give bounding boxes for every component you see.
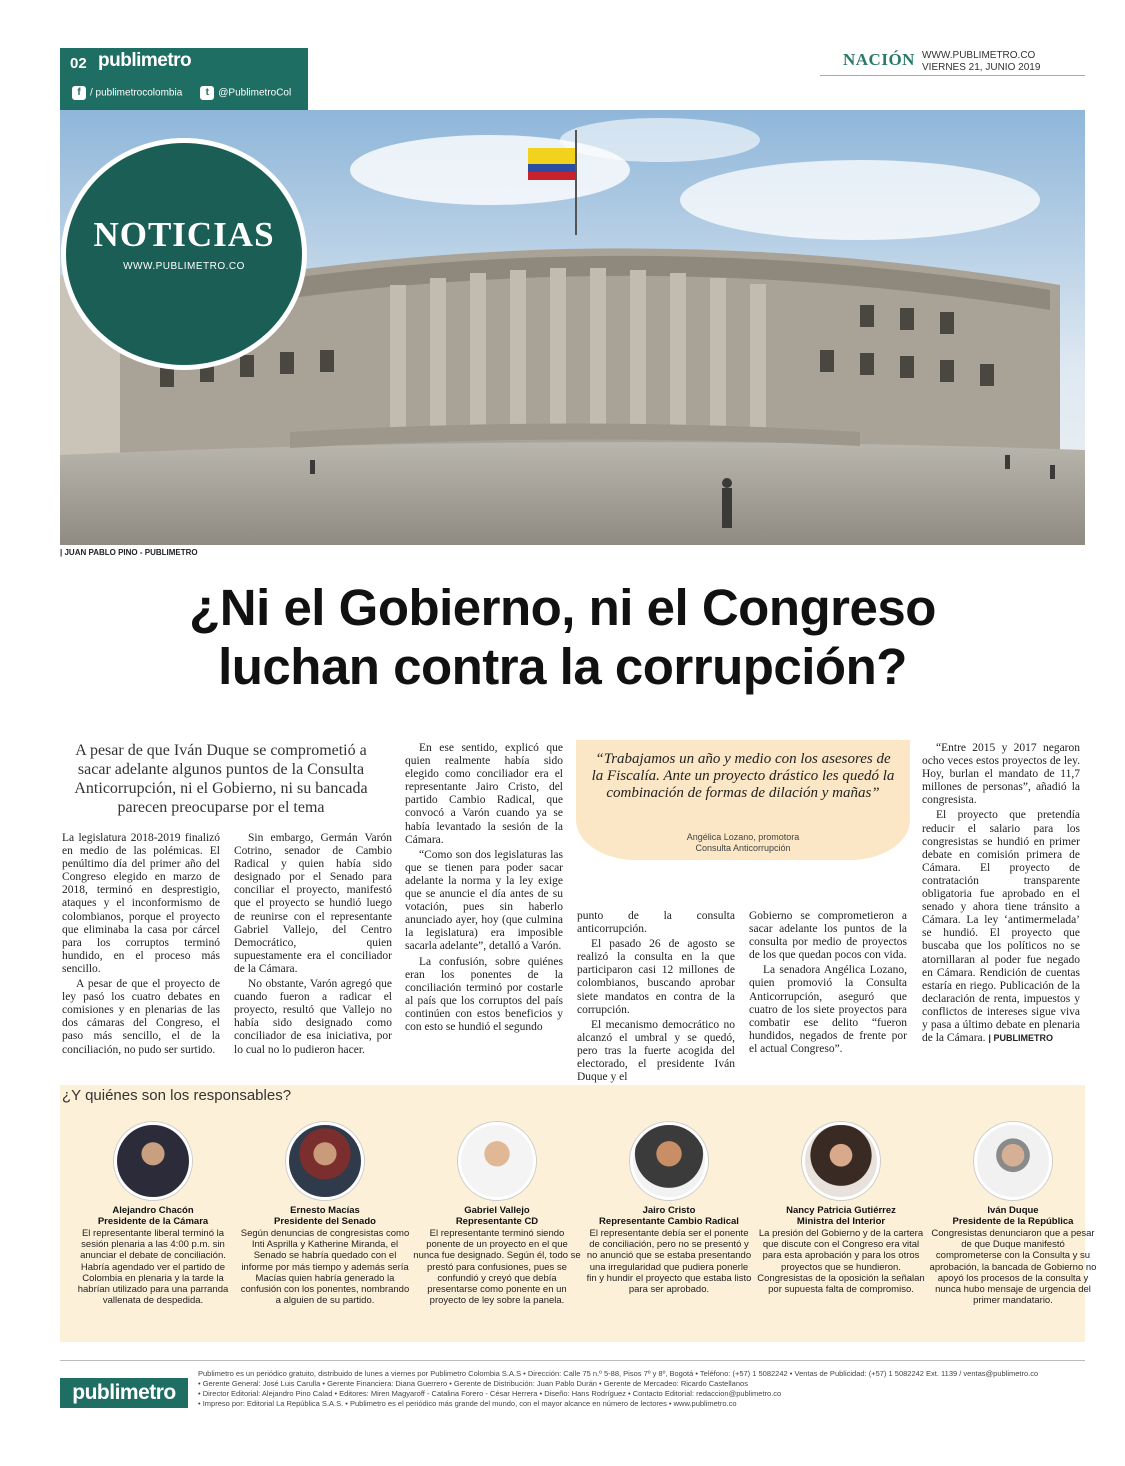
paragraph: En ese sentido, explicó que quien realmente había sido elegido como conciliador era el representante Jairo Cristo, del partido Cambio Radical, que convocó a Varón cuando ya se había levantado la sesión de la Cámara. xyxy=(405,742,563,846)
person-card xyxy=(584,1122,754,1295)
person-card xyxy=(412,1122,582,1306)
paragraph: La confusión, sobre quiénes eran los ponentes de la conciliación terminó por costarle al país que los corruptos del país continúen con estos beneficios y con esto se hundió el segundo xyxy=(405,955,563,1033)
noticias-badge xyxy=(61,138,307,370)
issue-date: VIERNES 21, JUNIO 2019 xyxy=(922,62,1041,73)
headline xyxy=(60,578,1065,696)
section-name: NACIÓN xyxy=(843,50,915,69)
site-date xyxy=(922,50,1040,74)
header-rule xyxy=(820,75,1085,76)
paragraph: Sin embargo, Germán Varón Cotrino, senador de Cambio Radical y quien había sido designado por el Senado para conciliar el proyecto, manifestó que el proyecto se hundió luego de reunirse con el representante Gabriel Vallejo, del Centro Democrático, quien supuestamente era el conciliador de la Cámara. xyxy=(234,832,392,975)
person-card xyxy=(756,1122,926,1295)
paragraph: La legislatura 2018-2019 finalizó en medio de las polémicas. El penúltimo día del primer año del Congreso elegido en marzo de 2018, terminó en desprestigio, ataques y el inconformismo de colombianos, porque el proyecto que eliminaba la casa por cárcel para los corruptos terminó hundido, en el proceso más sencillo. xyxy=(62,832,220,975)
paragraph: punto de la consulta anticorrupción. xyxy=(577,910,735,936)
person-card xyxy=(928,1122,1098,1306)
paragraph: La senadora Angélica Lozano, quien promovió la Consulta Anticorrupción, aseguró que cuatro de los siete proyectos para combatir ese delito “fueron hundidos, negados de frente por el actual Congreso”. xyxy=(749,964,907,1055)
paragraph: No obstante, Varón agregó que cuando fueron a radicar el proyecto, resultó que Vallejo no había sido designado como conciliador de esa iniciativa, por lo cual no lo pudieron hacer. xyxy=(234,978,392,1056)
avatar xyxy=(286,1122,364,1200)
social-links xyxy=(72,86,291,100)
footer-rule xyxy=(60,1360,1085,1361)
brand-logo: publimetro xyxy=(98,50,192,71)
quote-attribution: Angélica Lozano, promotora Consulta Anticorrupción xyxy=(686,832,800,853)
person-description: La presión del Gobierno y de la cartera que discute con el Congreso era vital para esta aprobación y para los otros proyectos que se hundieron. Congresistas de la oposición la señalan por supuesta falta de compromiso. xyxy=(757,1228,925,1296)
person-description: El representante terminó siendo ponente de un proyecto en el que nunca fue designado. Según él, todo se prestó para confusiones, pues se confundió y creyó que debía presentarse como ponente en un proyecto de ley sobre la panela. xyxy=(413,1228,581,1307)
avatar xyxy=(974,1122,1052,1200)
site-url[interactable]: WWW.PUBLIMETRO.CO xyxy=(922,50,1036,61)
page-number: 02 xyxy=(70,55,87,72)
headline-line-2: luchan contra la corrupción? xyxy=(218,638,907,695)
article-column-3 xyxy=(405,742,563,1034)
person-role: Presidente de la República xyxy=(952,1216,1074,1227)
twitter-link[interactable]: t @PublimetroCol xyxy=(200,86,291,100)
person-name: Jairo Cristo xyxy=(642,1205,696,1216)
avatar xyxy=(458,1122,536,1200)
person-description: El representante debía ser el ponente de conciliación, pero no se presentó y no anunció que se estaba presentando una irregularidad que pudiera ponerle fin y hundir el proyecto que estaba listo para ser aprobado. xyxy=(586,1228,752,1296)
pull-quote: “Trabajamos un año y medio con los asesores de la Fiscalía. Ante un proyecto drástico les quedó la combinación de formas de dilación y mañas” xyxy=(591,751,895,801)
paragraph: “Entre 2015 y 2017 negaron ocho veces estos proyectos de ley. Hoy, burlan el mandato de 11,7 millones de personas”, añadió la congresista. xyxy=(922,742,1080,807)
photo-credit: | JUAN PABLO PINO - PUBLIMETRO xyxy=(60,548,198,557)
article-column-1 xyxy=(62,832,220,1057)
paragraph xyxy=(922,809,1080,1045)
facebook-icon: f xyxy=(72,86,86,100)
paragraph: A pesar de que el proyecto de ley pasó los cuatro debates en comisiones y en plenarias de las dos cámaras del Congreso, el paso más sencillo, el de la conciliación, no pudo ser surtido. xyxy=(62,978,220,1056)
person-card xyxy=(68,1122,238,1306)
person-description: El representante liberal terminó la sesión plenaria a las 4:00 p.m. sin anunciar el debate de conciliación. Habría agendado ver el partido de Colombia en plenaria y la tarde la habrían utilizado para una parranda vallenata de despedida. xyxy=(77,1228,229,1307)
avatar xyxy=(114,1122,192,1200)
person-role: Representante CD xyxy=(455,1216,539,1227)
badge-url: WWW.PUBLIMETRO.CO xyxy=(123,261,245,272)
facebook-link[interactable]: f / publimetrocolombia xyxy=(72,86,182,100)
person-role: Ministra del Interior xyxy=(796,1216,886,1227)
badge-title: NOTICIAS xyxy=(93,215,275,254)
footer-imprint: Publimetro es un periódico gratuito, distribuido de lunes a viernes por Publimetro Colombia S.A.S • Dirección: Calle 75 n.º 5-88, Pisos 7º y 8º, Bogotá • Teléfono: (+57) 1 5082242 • Ventas de Publicidad: (+57) 1 5082242 Ext. 1139 / ventas@publimetro.co • Gerente General: José Luis Carulla • Gerente Financiera: Diana Guerrero • Gerente de Distribución: Juan Pablo Durán • Gerente de Mercadeo: Ricardo Castellanos • Director Editorial: Alejandro Pino Calad • Editores: Miren Magyaroff - Catalina Forero - César Herrera • Diseño: Hans Rodríguez • Contacto Editorial: redaccion@publimetro.co • Impreso por: Editorial La República S.A.S. • Publimetro es el periódico más grande del mundo, con el mayor alcance en número de lectores • www.publimetro.co xyxy=(198,1369,1039,1408)
person-description: Congresistas denunciaron que a pesar de que Duque manifestó comprometerse con la Consulta y su aprobación, la bancada de Gobierno no apoyó los procesos de la consulta y nunca hubo mensaje de urgencia del primer mandatario. xyxy=(929,1228,1097,1307)
person-name: Iván Duque xyxy=(987,1205,1039,1216)
avatar xyxy=(630,1122,708,1200)
paragraph-text: El proyecto que pretendía reducir el salario para los congresistas se hundió en primer debate en comisión primera de Cámara. El proyecto de contratación transparente obligatoria fue aprobado en el senado y ahora tiene tránsito a Cámara. La ley ‘antimermelada’ se hundió. El proyecto que buscaba que los políticos no se atornillaran al poder fue negado en Cámara. Rendición de cuentas estaría en riego. Publicación de la declaración de renta, impuestos y conflictos de intereses sigue viva y pasa a último debate en plenaria de la Cámara. xyxy=(922,809,1080,1045)
person-description: Según denuncias de congresistas como Inti Asprilla y Katherine Miranda, el Senado se habría quedado con el informe por más tiempo y además sería Macías quien habría generado la confusión con los ponentes, nombrando a alguien de su partido. xyxy=(240,1228,410,1307)
person-name: Nancy Patricia Gutiérrez xyxy=(786,1205,896,1216)
person-role: Representante Cambio Radical xyxy=(599,1216,739,1227)
responsables-title: ¿Y quiénes son los responsables? xyxy=(62,1087,292,1104)
person-name: Ernesto Macías xyxy=(290,1205,360,1216)
article-column-6 xyxy=(922,742,1080,1045)
person-name: Alejandro Chacón xyxy=(112,1205,194,1216)
paragraph: El pasado 26 de agosto se realizó la consulta en la que participaron casi 12 millones de colombianos, buscando aprobar siete mandatos en contra de la corrupción. xyxy=(577,938,735,1016)
article-column-2 xyxy=(234,832,392,1057)
article-column-5 xyxy=(749,910,907,1056)
person-name: Gabriel Vallejo xyxy=(464,1205,530,1216)
person-role: Presidente de la Cámara xyxy=(97,1216,209,1227)
person-role: Presidente del Senado xyxy=(274,1216,376,1227)
footer-logo: publimetro xyxy=(60,1378,188,1408)
article-column-4 xyxy=(577,910,735,1084)
headline-line-1: ¿Ni el Gobierno, ni el Congreso xyxy=(189,579,936,636)
signoff: | PUBLIMETRO xyxy=(988,1033,1053,1044)
avatar xyxy=(802,1122,880,1200)
paragraph: El mecanismo democrático no alcanzó el umbral y se quedó, pero tras la fuerte acogida del electorado, el presidente Iván Duque y el xyxy=(577,1018,735,1084)
person-card xyxy=(240,1122,410,1306)
paragraph: Gobierno se comprometieron a sacar adelante los puntos de la consulta por medio de proyectos de los que quedan pocos con vida. xyxy=(749,910,907,962)
deck: A pesar de que Iván Duque se comprometió a sacar adelante algunos puntos de la Consulta Anticorrupción, ni el Gobierno, ni su bancada parecen preocuparse por el tema xyxy=(74,742,368,816)
paragraph: “Como son dos legislaturas las que se tienen para poder sacar adelante la norma y la ley exige que se anuncie el día antes de su votación, pues sin haberlo anunciado ayer, hoy (que culmina la legislatura) era imposible sacarla adelante”, detalló a Varón. xyxy=(405,848,563,953)
twitter-icon: t xyxy=(200,86,214,100)
